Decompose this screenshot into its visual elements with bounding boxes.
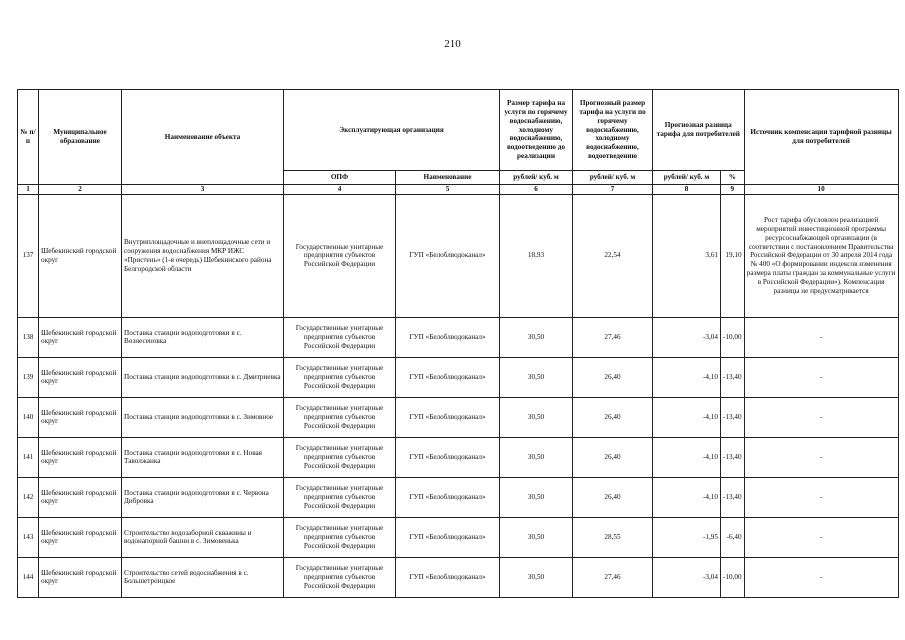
row-diff: -3,04 <box>653 557 721 597</box>
row-tariff-now: 30,50 <box>500 477 573 517</box>
row-diff: -4,10 <box>653 437 721 477</box>
row-num: 139 <box>18 357 39 397</box>
col-number: 5 <box>396 185 500 195</box>
header-unit-2: рублей/ куб. м <box>573 171 653 185</box>
row-source: - <box>744 557 898 597</box>
row-object: Поставка станции водоподготовки в с. Зимовное <box>122 397 284 437</box>
row-pct: -13,40 <box>721 397 745 437</box>
row-tariff-forecast: 22,54 <box>573 194 653 317</box>
row-diff: -1,95 <box>653 517 721 557</box>
row-diff: -4,10 <box>653 477 721 517</box>
table-row <box>18 477 899 517</box>
row-org: ГУП «Белоблводоканал» <box>396 357 500 397</box>
row-opf: Государственные унитарные предприятия субъектов Российской Федерации <box>284 557 396 597</box>
row-object: Поставка станции водоподготовки в с. Вознесеновка <box>122 317 284 357</box>
row-num: 138 <box>18 317 39 357</box>
row-pct: -6,40 <box>721 517 745 557</box>
row-diff: -4,10 <box>653 397 721 437</box>
row-municipality: Шебекинский городской округ <box>39 317 122 357</box>
table-row <box>18 317 899 357</box>
header-source: Источник компенсации тарифной разницы для потребителей <box>744 90 898 185</box>
row-municipality: Шебекинский городской округ <box>39 557 122 597</box>
row-municipality: Шебекинский городской округ <box>39 517 122 557</box>
row-opf: Государственные унитарные предприятия субъектов Российской Федерации <box>284 194 396 317</box>
row-org: ГУП «Белоблводоканал» <box>396 437 500 477</box>
table-row <box>18 437 899 477</box>
header-municipality: Муниципальное образование <box>39 90 122 185</box>
header-tariff-forecast: Прогнозный размер тарифа на услуги по горячему водоснабжению, холодному водоснабжению, водоотведению <box>573 90 653 171</box>
table-row <box>18 517 899 557</box>
row-municipality: Шебекинский городской округ <box>39 397 122 437</box>
header-operator: Эксплуатирующая организация <box>284 90 500 171</box>
col-number: 8 <box>653 185 721 195</box>
col-number: 4 <box>284 185 396 195</box>
row-pct: -13,40 <box>721 357 745 397</box>
row-object: Поставка станции водоподготовки в с. Новая Таволжанка <box>122 437 284 477</box>
row-diff: -4,10 <box>653 357 721 397</box>
row-tariff-forecast: 28,55 <box>573 517 653 557</box>
col-number: 1 <box>18 185 39 195</box>
row-municipality: Шебекинский городской округ <box>39 477 122 517</box>
row-source: - <box>744 517 898 557</box>
row-tariff-forecast: 26,40 <box>573 357 653 397</box>
row-tariff-now: 18,93 <box>500 194 573 317</box>
row-tariff-forecast: 26,40 <box>573 397 653 437</box>
col-number: 7 <box>573 185 653 195</box>
row-tariff-now: 30,50 <box>500 437 573 477</box>
row-municipality: Шебекинский городской округ <box>39 194 122 317</box>
column-numbers-row <box>18 185 899 195</box>
row-tariff-now: 30,50 <box>500 557 573 597</box>
row-pct: 19,10 <box>721 194 745 317</box>
header-object: Наименование объекта <box>122 90 284 185</box>
row-org: ГУП «Белоблводоканал» <box>396 397 500 437</box>
row-opf: Государственные унитарные предприятия субъектов Российской Федерации <box>284 357 396 397</box>
row-tariff-now: 30,50 <box>500 357 573 397</box>
row-num: 142 <box>18 477 39 517</box>
row-pct: -13,40 <box>721 437 745 477</box>
table-row <box>18 557 899 597</box>
row-tariff-forecast: 26,40 <box>573 437 653 477</box>
row-object: Внутриплощадочные и внеплощадочные сети и сооружения водоснабжения МКР ИЖС «Пристень» (1-я очередь) Шебекинского района Белгородской области <box>122 194 284 317</box>
table-row <box>18 397 899 437</box>
row-object: Поставка станции водоподготовки в с. Червона Дибровка <box>122 477 284 517</box>
row-tariff-now: 30,50 <box>500 517 573 557</box>
row-pct: -13,40 <box>721 477 745 517</box>
row-org: ГУП «Белоблводоканал» <box>396 194 500 317</box>
row-object: Поставка станции водоподготовки в с. Дмитриевка <box>122 357 284 397</box>
row-num: 140 <box>18 397 39 437</box>
row-pct: -10,00 <box>721 557 745 597</box>
row-tariff-forecast: 26,40 <box>573 477 653 517</box>
row-source: - <box>744 437 898 477</box>
row-municipality: Шебекинский городской округ <box>39 437 122 477</box>
header-row-1 <box>18 90 899 171</box>
row-org: ГУП «Белоблводоканал» <box>396 477 500 517</box>
row-diff: 3,61 <box>653 194 721 317</box>
row-opf: Государственные унитарные предприятия субъектов Российской Федерации <box>284 437 396 477</box>
row-tariff-forecast: 27,46 <box>573 317 653 357</box>
row-num: 143 <box>18 517 39 557</box>
col-number: 10 <box>744 185 898 195</box>
header-unit-3: рублей/ куб. м <box>653 171 721 185</box>
row-source: - <box>744 357 898 397</box>
row-num: 144 <box>18 557 39 597</box>
row-municipality: Шебекинский городской округ <box>39 357 122 397</box>
row-org: ГУП «Белоблводоканал» <box>396 557 500 597</box>
row-source: - <box>744 397 898 437</box>
row-tariff-now: 30,50 <box>500 317 573 357</box>
row-num: 137 <box>18 194 39 317</box>
header-pct: % <box>721 171 745 185</box>
row-org: ГУП «Белоблводоканал» <box>396 517 500 557</box>
row-opf: Государственные унитарные предприятия субъектов Российской Федерации <box>284 477 396 517</box>
header-diff: Прогнозная разница тарифа для потребителей <box>653 90 745 171</box>
row-object: Строительство водозаборной скважины и водонапорной башни в с. Зимовенька <box>122 517 284 557</box>
row-diff: -3,04 <box>653 317 721 357</box>
row-org: ГУП «Белоблводоканал» <box>396 317 500 357</box>
tariff-table <box>17 89 899 598</box>
row-source: - <box>744 317 898 357</box>
col-number: 6 <box>500 185 573 195</box>
header-name: Наименование <box>396 171 500 185</box>
page-number: 210 <box>444 38 461 50</box>
row-tariff-forecast: 27,46 <box>573 557 653 597</box>
row-opf: Государственные унитарные предприятия субъектов Российской Федерации <box>284 517 396 557</box>
header-opf: ОПФ <box>284 171 396 185</box>
row-num: 141 <box>18 437 39 477</box>
row-tariff-now: 30,50 <box>500 397 573 437</box>
table-row <box>18 357 899 397</box>
header-tariff-now: Размер тарифа на услуги по горячему водоснабжению, холодному водоснабжению, водоотведению до реализации <box>500 90 573 171</box>
col-number: 9 <box>721 185 745 195</box>
row-object: Строительство сетей водоснабжения в с. Большетроицкое <box>122 557 284 597</box>
header-num: № п/п <box>18 90 39 185</box>
row-opf: Государственные унитарные предприятия субъектов Российской Федерации <box>284 397 396 437</box>
row-opf: Государственные унитарные предприятия субъектов Российской Федерации <box>284 317 396 357</box>
table-row <box>18 194 899 317</box>
row-source: - <box>744 477 898 517</box>
header-unit-1: рублей/ куб. м <box>500 171 573 185</box>
row-pct: -10,00 <box>721 317 745 357</box>
col-number: 3 <box>122 185 284 195</box>
col-number: 2 <box>39 185 122 195</box>
row-source: Рост тарифа обусловлен реализацией мероприятий инвестиционной программы ресурсоснабжающей организации (в соответствии с постановлением Правительства Российской Федерации от 30 апреля 2014 года № 400 «О формировании индексов изменения размера платы граждан за коммунальные услуги в Российской Федерации»). Компенсация разницы не предусматривается <box>744 194 898 317</box>
